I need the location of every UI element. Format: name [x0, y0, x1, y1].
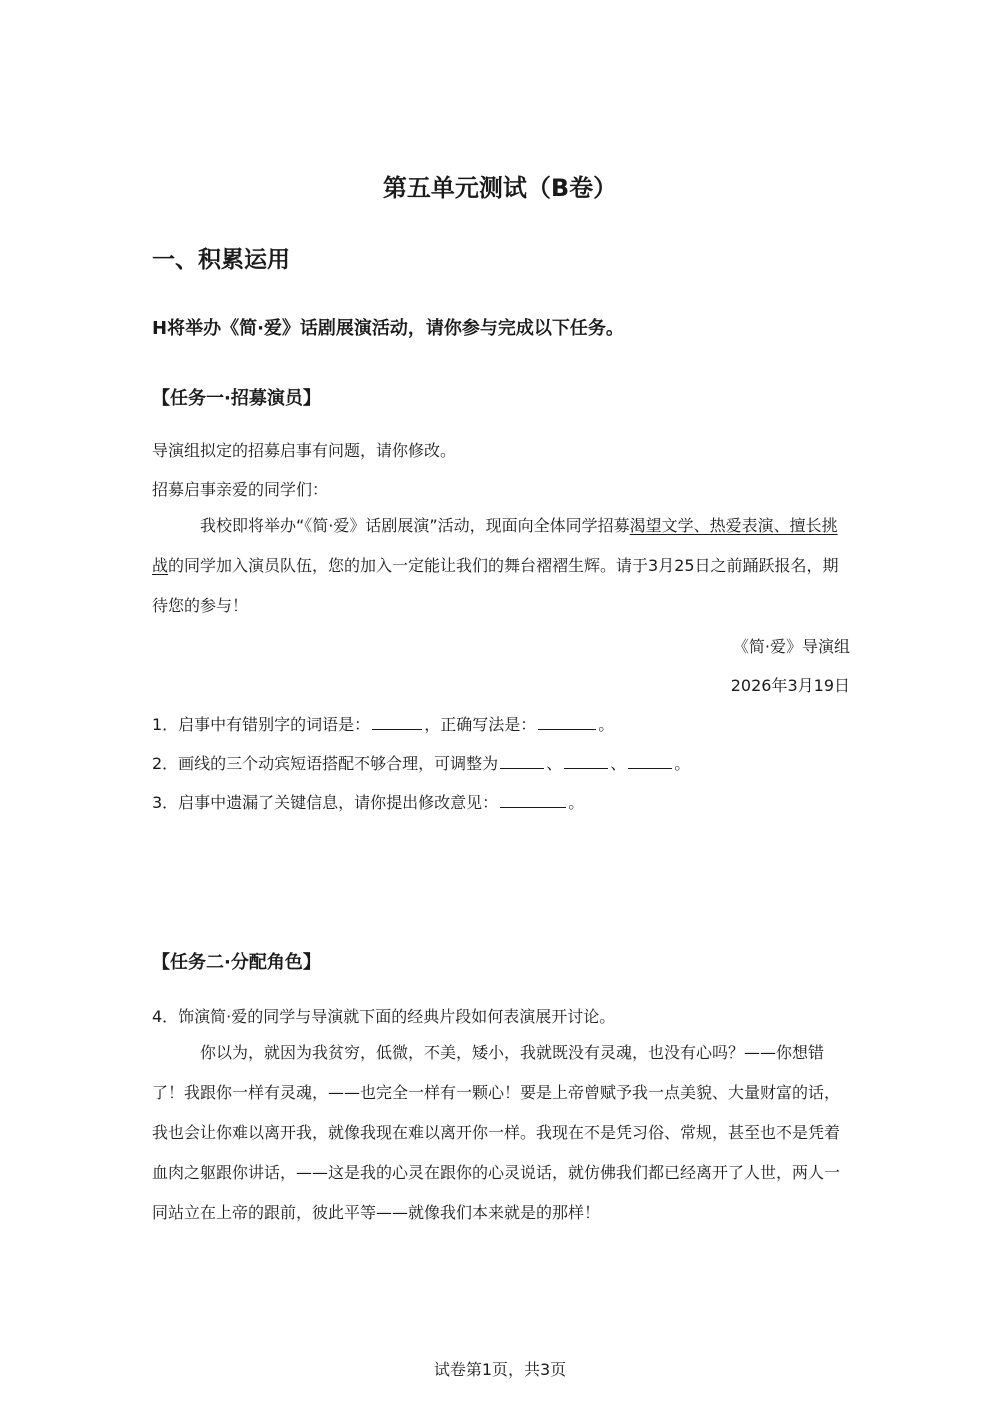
question-3 [152, 790, 584, 813]
excerpt-passage: 你以为，就因为我贫穷，低微，不美，矮小，我就既没有灵魂，也没有心吗？——你想错了！我跟你一样有灵魂，——也完全一样有一颗心！要是上帝曾赋予我一点美貌、大量财富的话，我也会让你难以离开我，就像我现在难以离开你一样。我现在不是凭习俗、常规，甚至也不是凭着血肉之躯跟你讲话，——这是我的心灵在跟你的心灵说话，就仿佛我们都已经离开了人世，两人一同站立在上帝的跟前，彼此平等——就像我们本来就是的那样！ [152, 1043, 841, 1222]
q1-prompt-2: ，正确写法是： [424, 715, 537, 734]
question-1 [152, 712, 614, 735]
q1-prompt: 1．启事中有错别字的词语是： [152, 715, 371, 734]
notice-greeting: 招募启事亲爱的同学们： [152, 480, 329, 499]
question-4: 4．饰演简·爱的同学与导演就下面的经典片段如何表演展开讨论。 [152, 1007, 616, 1026]
page-title: 第五单元测试（B卷） [382, 174, 618, 202]
notice-body-before: 我校即将举办“《简·爱》话剧展演”活动，现面向全体同学招募 [200, 516, 630, 535]
notice-body [152, 506, 852, 626]
q1-answer-blank-2[interactable] [538, 715, 596, 730]
q2-sep-2: 、 [610, 754, 627, 773]
task2-heading: 【任务二·分配角色】 [152, 952, 321, 973]
q3-prompt: 3．启事中遗漏了关键信息，请你提出修改意见： [152, 793, 499, 812]
page-footer: 试卷第1页，共3页 [433, 1360, 567, 1379]
task1-heading: 【任务一·招募演员】 [152, 388, 321, 409]
q3-answer-blank[interactable] [500, 793, 566, 808]
q2-answer-blank-3[interactable] [628, 754, 672, 769]
q3-end: 。 [568, 793, 585, 812]
q2-answer-blank-1[interactable] [500, 754, 544, 769]
q1-end: 。 [598, 715, 615, 734]
q1-answer-blank-1[interactable] [372, 715, 422, 730]
q2-prompt: 2．画线的三个动宾短语搭配不够合理，可调整为 [152, 754, 499, 773]
q2-sep-1: 、 [546, 754, 563, 773]
question-2 [152, 751, 690, 774]
section-heading: 一、积累运用 [152, 247, 290, 273]
notice-underlined-phrases: 渴望文学、热爱表演、擅长挑战 [152, 516, 838, 575]
notice-body-after: 的同学加入演员队伍，您的加入一定能让我们的舞台褶褶生辉。请于3月25日之前踊跃报名，期待您的参与！ [152, 556, 839, 615]
notice-signature: 《简·爱》导演组 [732, 637, 850, 656]
notice-date: 2026年3月19日 [730, 676, 850, 695]
q2-end: 。 [674, 754, 691, 773]
q2-answer-blank-2[interactable] [564, 754, 608, 769]
task1-instruction: 导演组拟定的招募启事有问题，请你修改。 [152, 441, 457, 460]
intro-text: H将举办《简·爱》话剧展演活动，请你参与完成以下任务。 [152, 318, 624, 339]
